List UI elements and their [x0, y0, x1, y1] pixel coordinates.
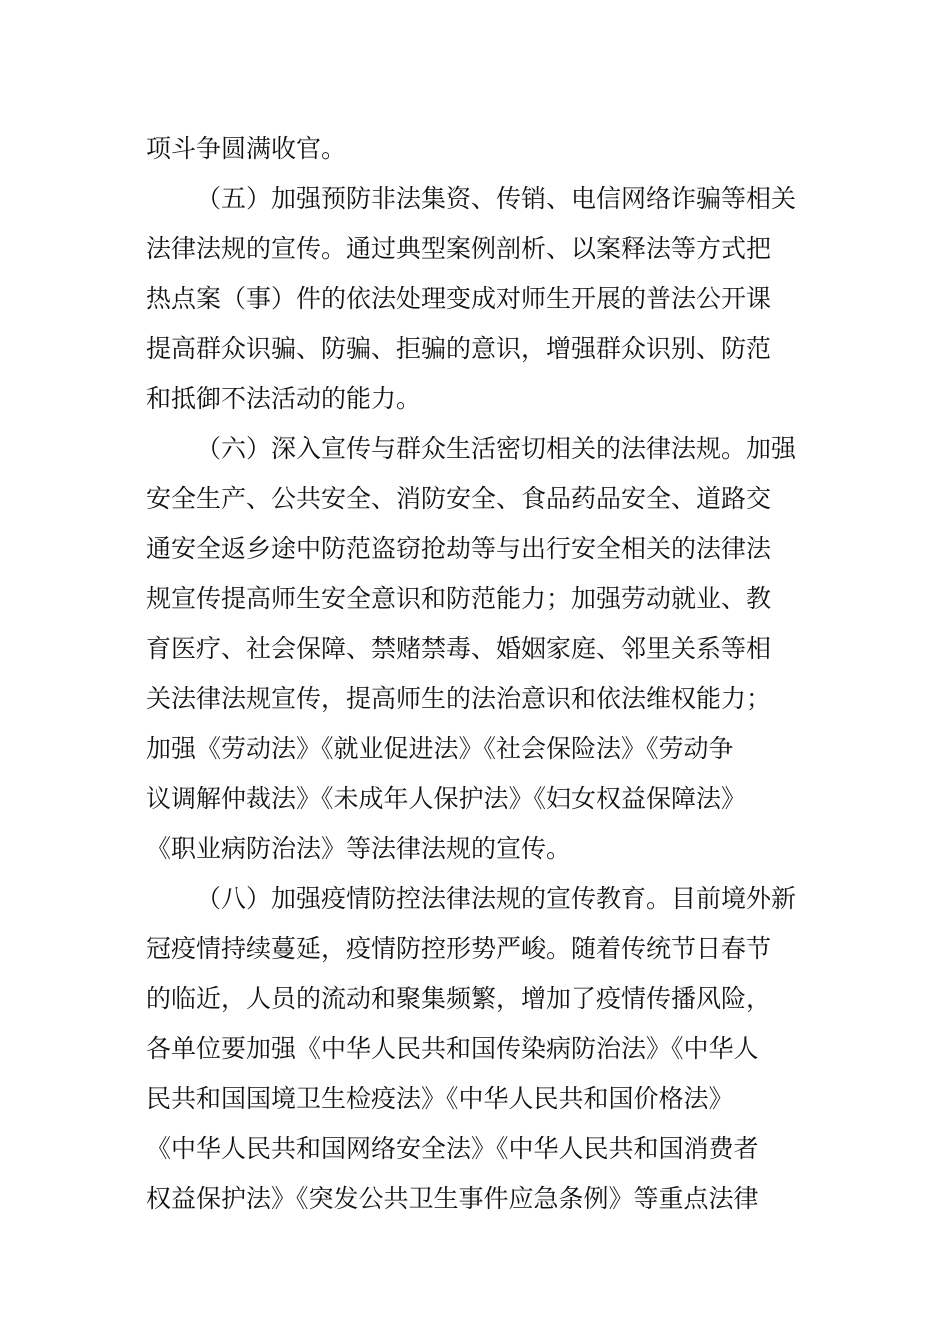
text-line: 《职业病防治法》等法律法规的宣传。	[146, 834, 572, 863]
text-line: 提高群众识骗、防骗、拒骗的意识，增强群众识别、防范	[146, 334, 772, 363]
text-line: 冠疫情持续蔓延，疫情防控形势严峻。随着传统节日春节	[146, 934, 772, 963]
text-line: 项斗争圆满收官。	[146, 134, 347, 163]
text-line: 规宣传提高师生安全意识和防范能力；加强劳动就业、教	[146, 584, 772, 613]
paragraph-heading-6: （六）深入宣传与群众生活密切相关的法律法规。加强	[196, 434, 797, 463]
text-line: 议调解仲裁法》《未成年人保护法》《妇女权益保障法》	[146, 784, 747, 813]
text-line: 安全生产、公共安全、消防安全、食品药品安全、道路交	[146, 484, 772, 513]
text-line: 各单位要加强《中华人民共和国传染病防治法》《中华人	[146, 1034, 759, 1063]
text-line: 权益保护法》《突发公共卫生事件应急条例》等重点法律	[146, 1184, 759, 1213]
text-line: 民共和国国境卫生检疫法》《中华人民共和国价格法》	[146, 1084, 734, 1113]
text-line: 《中华人民共和国网络安全法》《中华人民共和国消费者	[146, 1134, 759, 1163]
text-line: 热点案（事）件的依法处理变成对师生开展的普法公开课	[146, 284, 772, 313]
text-line: 育医疗、社会保障、禁赌禁毒、婚姻家庭、邻里关系等相	[146, 634, 772, 663]
text-line: 加强《劳动法》《就业促进法》《社会保险法》《劳动争	[146, 734, 734, 763]
text-line: 通安全返乡途中防范盗窃抢劫等与出行安全相关的法律法	[146, 534, 772, 563]
text-line: 和抵御不法活动的能力。	[146, 384, 422, 413]
paragraph-heading-5: （五）加强预防非法集资、传销、电信网络诈骗等相关	[196, 184, 797, 213]
text-line: 关法律法规宣传，提高师生的法治意识和依法维权能力；	[146, 684, 772, 713]
paragraph-heading-8: （八）加强疫情防控法律法规的宣传教育。目前境外新	[196, 884, 797, 913]
text-line: 法律法规的宣传。通过典型案例剖析、以案释法等方式把	[146, 234, 772, 263]
text-line: 的临近，人员的流动和聚集频繁，增加了疫情传播风险，	[146, 984, 772, 1013]
